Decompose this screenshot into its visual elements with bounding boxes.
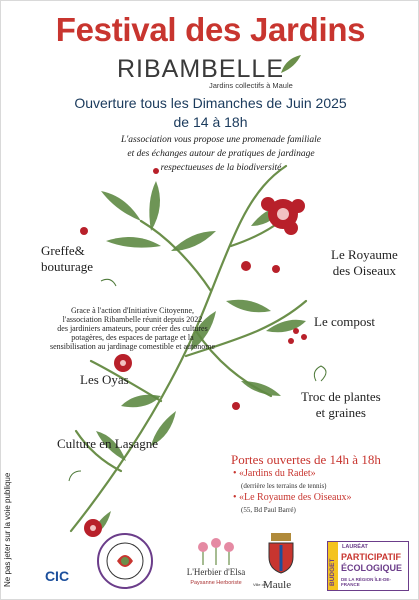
flower (241, 261, 251, 271)
activity-lasagne: Culture en Lasagne (57, 436, 159, 451)
flower-center (120, 360, 126, 366)
tendril (314, 366, 326, 381)
maule-prefix: Ville de (253, 582, 267, 587)
side-note: Ne pas jeter sur la voie publique (3, 472, 12, 587)
leaf (241, 381, 281, 396)
budget-laureat: LAURÉAT (342, 544, 368, 550)
activity-troc: Troc de plantes et graines (301, 389, 381, 420)
brand-tagline: Jardins collectifs à Maule (209, 81, 293, 90)
activity-compost: Le compost (314, 314, 376, 329)
opening-hours: de 14 à 18h (173, 114, 248, 130)
flower (272, 265, 280, 273)
association-story: Grace à l'action d'Initiative Citoyenne, l'association Ribambelle réunit depuis 2022 des jardiniers amateurs, pour créer des cultures potagères, des espaces de partage et la sensibilisation au jardinage comestible et autonome (49, 306, 216, 351)
herbier-flower-icon (181, 537, 251, 567)
intro-line: et des échanges autour de pratiques de jardinage (127, 149, 315, 159)
flower (261, 197, 275, 211)
flower (288, 338, 294, 344)
budget-side: BUDGET (328, 542, 338, 590)
herbier-subtitle: Paysanne Herboriste (190, 580, 242, 586)
budget-participatif: PARTICIPATIF (341, 552, 401, 562)
activity-oyas: Les Oyas (80, 372, 129, 387)
intro-line: L'association vous propose une promenade familiale (120, 135, 322, 145)
poster-title: Festival des Jardins (55, 11, 366, 48)
opening-dates: Ouverture tous les Dimanches de Juin 2025 (74, 95, 347, 111)
intro-line: respectueuses de la biodiversité (160, 163, 282, 173)
cic-logo (36, 567, 78, 585)
activity-greffe: Greffe& bouturage (41, 243, 93, 274)
budget-region: DE LA RÉGION ÎLE-DE-FRANCE (341, 577, 391, 587)
flower-center (277, 208, 289, 220)
open-house-detail: (derrière les terrains de tennis) (241, 482, 327, 490)
open-house-item: • «Jardins du Radet» (233, 468, 316, 479)
open-house-detail: (55, Bd Paul Barré) (241, 506, 296, 514)
maule-crest-icon (265, 531, 297, 575)
leaf (149, 181, 160, 231)
open-house-item: • «Le Royaume des Oiseaux» (233, 492, 352, 503)
flower (291, 199, 305, 213)
leaf (121, 395, 161, 408)
leaf (101, 191, 141, 221)
leaf (171, 231, 216, 251)
budget-participatif-logo (327, 541, 409, 591)
leaf (106, 237, 161, 248)
cic-logo-text: CIC (44, 568, 70, 584)
activity-royaume: Le Royaume des Oiseaux (331, 247, 398, 278)
flower (284, 221, 298, 235)
botanical-illustration (1, 1, 419, 600)
open-house-title: Portes ouvertes de 14h à 18h (231, 452, 381, 467)
flower (301, 334, 307, 340)
brand-logo: RIBAMBELLE (117, 55, 285, 83)
intro-text (96, 133, 346, 175)
flower (232, 402, 240, 410)
flower (80, 227, 88, 235)
leaf (266, 320, 306, 333)
tendril (69, 471, 81, 481)
maule-name: Maule (263, 579, 292, 591)
leaf-icon (277, 53, 303, 75)
budget-ecologique: ÉCOLOGIQUE (341, 563, 403, 573)
tendril (101, 279, 116, 286)
herbier-name: L'Herbier d'Elsa (186, 567, 246, 577)
branch-stem (141, 221, 211, 291)
flower (293, 328, 299, 334)
initiative-citoyenne-badge (95, 531, 155, 591)
